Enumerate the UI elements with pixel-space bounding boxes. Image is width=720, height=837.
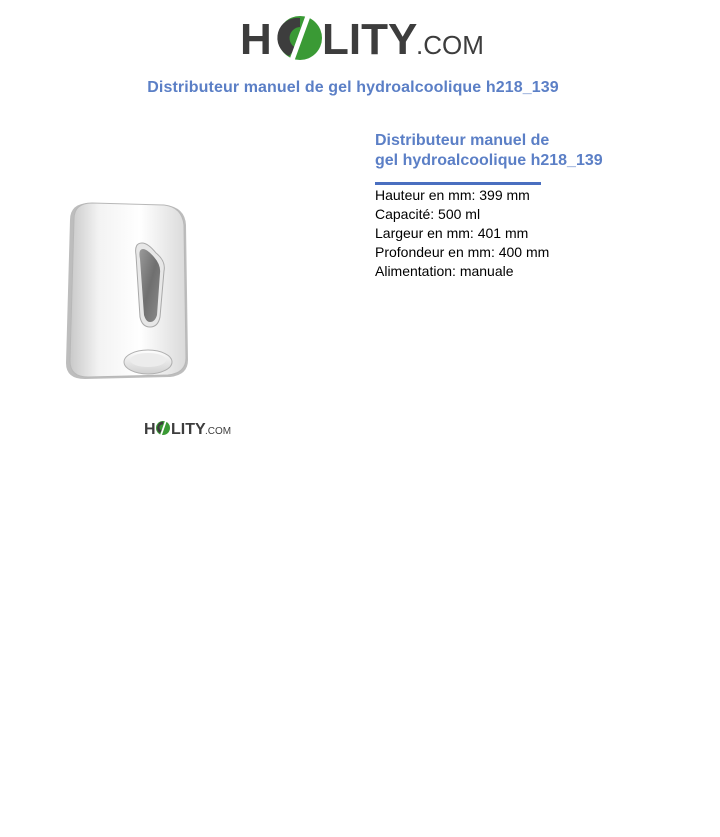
holity-logo-small[interactable]: [144, 418, 234, 440]
product-title-line2: gel hydroalcoolique h218_139: [375, 152, 603, 169]
title-divider: [375, 182, 541, 185]
spec-capacity: Capacité: 500 ml: [375, 206, 481, 222]
holity-logo[interactable]: [240, 10, 490, 68]
logo-small-letter-h: H: [144, 421, 156, 438]
spec-width: Largeur en mm: 401 mm: [375, 225, 529, 241]
spec-list: [375, 186, 675, 281]
product-title: [375, 131, 675, 171]
holity-logo-graphic: [240, 10, 490, 68]
logo-letter-h: H: [240, 15, 272, 64]
logo-suffix-com: .COM: [416, 30, 484, 60]
spec-height: Hauteur en mm: 399 mm: [375, 187, 530, 203]
logo-small-letters-lity: LITY: [171, 421, 206, 438]
soap-dispenser-icon: [60, 195, 200, 390]
holity-logo-small-graphic: [144, 418, 234, 440]
spec-power: Alimentation: manuale: [375, 263, 514, 279]
page-title: Distributeur manuel de gel hydroalcoolique h218_139: [147, 79, 559, 96]
product-title-line1: Distributeur manuel de: [375, 132, 550, 149]
logo-letters-lity: LITY: [322, 15, 418, 64]
logo-o-icon: [277, 16, 322, 60]
product-image: [60, 195, 200, 390]
product-info: [375, 131, 675, 281]
logo-small-suffix-com: .COM: [205, 426, 232, 437]
spec-depth: Profondeur en mm: 400 mm: [375, 244, 550, 260]
logo-small-o-icon: [156, 421, 170, 436]
